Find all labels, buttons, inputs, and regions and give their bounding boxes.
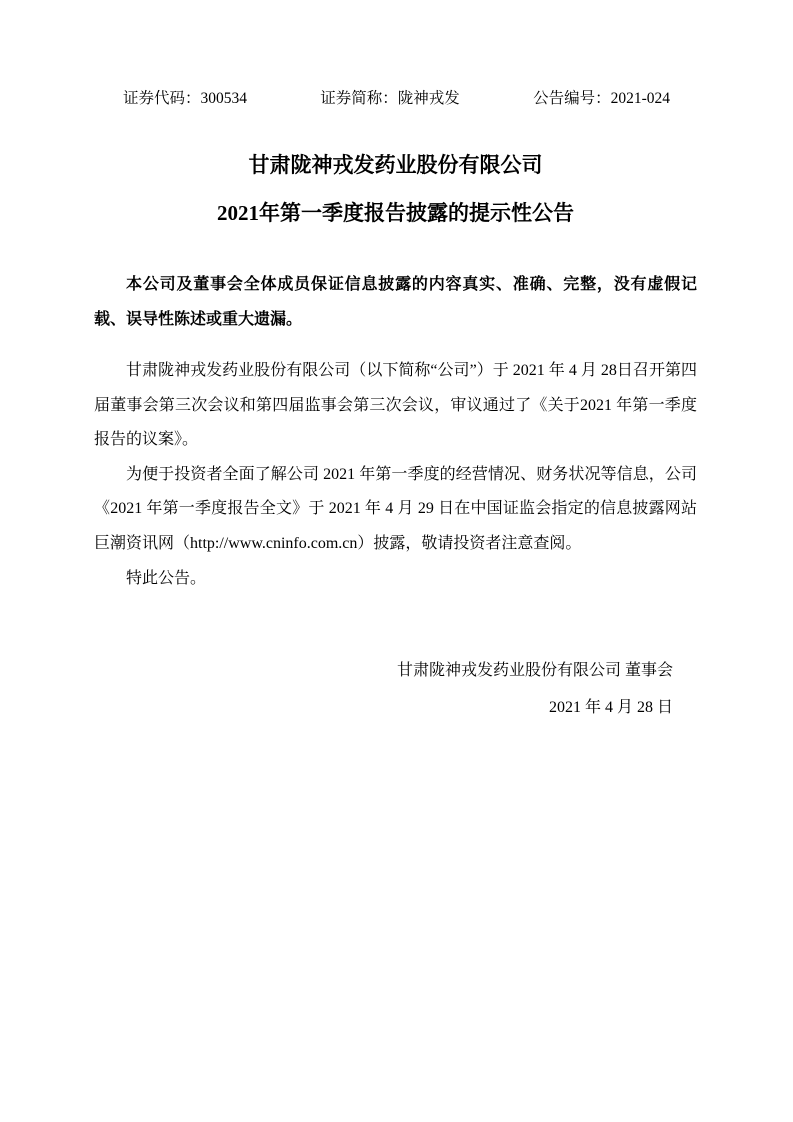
- signature-company: 甘肃陇神戎发药业股份有限公司 董事会: [396, 662, 673, 680]
- closing-line: 特此公告。: [126, 569, 207, 587]
- disclaimer-statement: 本公司及董事会全体成员保证信息披露的内容真实、准确、完整，没有虚假记载、误导性陈述或重大遗漏。: [94, 276, 697, 328]
- announcement-title: 2021年第一季度报告披露的提示性公告: [217, 201, 574, 225]
- stock-name: 证券简称：陇神戎发: [320, 90, 460, 107]
- body-paragraph-1: 甘肃陇神戎发药业股份有限公司（以下简称“公司”）于 2021 年 4 月 28日召开第四届董事会第三次会议和第四届监事会第三次会议，审议通过了《关于2021 年第一季度报告的议案》。: [94, 362, 697, 449]
- signature-block: [94, 652, 697, 726]
- announcement-number: 公告编号：2021-024: [533, 90, 670, 107]
- stock-code: 证券代码：300534: [123, 90, 248, 107]
- body-paragraph-2: 为便于投资者全面了解公司 2021 年第一季度的经营情况、财务状况等信息，公司《2021 年第一季度报告全文》于 2021 年 4 月 29 日在中国证监会指定的信息披露网站巨潮资讯网（http://www.cninfo.com.cn）披露，敬请投资者注意查阅。: [94, 465, 697, 552]
- signature-date: 2021 年 4 月 28 日: [548, 699, 673, 717]
- document-header: [94, 88, 697, 110]
- company-title: 甘肃陇神戎发药业股份有限公司: [248, 153, 543, 177]
